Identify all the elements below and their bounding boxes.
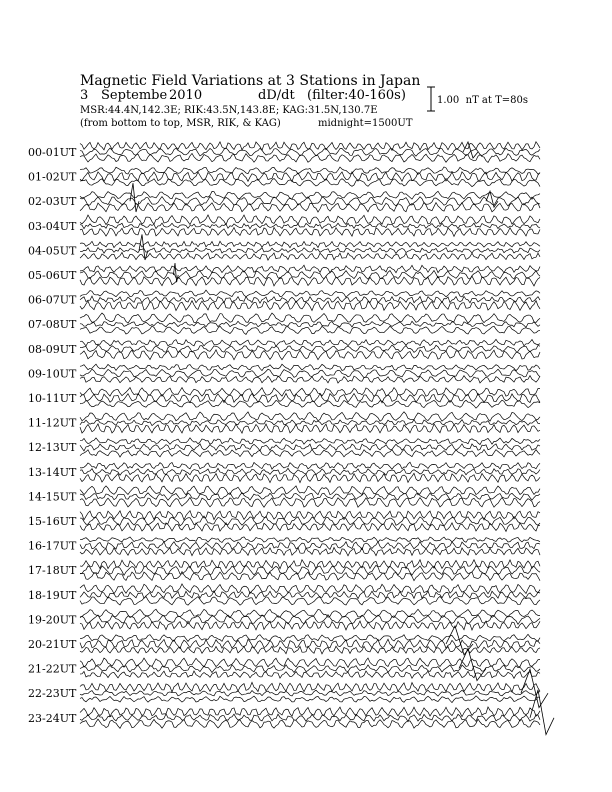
scale-label: 1.00 nT at T=80s <box>437 95 528 106</box>
trace-spike <box>459 649 486 681</box>
trace-kag <box>80 265 540 273</box>
hour-label: 12-13UT <box>28 441 77 455</box>
date-day: 3 <box>80 88 89 103</box>
trace-msr <box>80 202 540 212</box>
trace-msr <box>80 449 540 457</box>
stations-label: MSR:44.4N,142.3E; RIK:43.5N,143.8E; KAG:31.5N,130.7E <box>80 105 378 116</box>
trace-rik <box>80 591 540 599</box>
date-year: 2010 <box>169 88 203 103</box>
midnight-note: midnight=1500UT <box>318 118 413 129</box>
hour-label: 07-08UT <box>28 318 77 332</box>
trace-rik <box>80 468 540 475</box>
trace-kag <box>80 241 540 247</box>
hour-label: 17-18UT <box>28 564 77 578</box>
hour-label: 14-15UT <box>28 490 77 504</box>
trace-rik <box>80 639 540 648</box>
trace-kag <box>80 142 540 151</box>
trace-kag <box>80 682 540 692</box>
trace-kag <box>80 584 540 594</box>
trace-kag <box>80 215 540 225</box>
trace-msr <box>80 646 540 654</box>
hour-label: 06-07UT <box>28 293 77 307</box>
trace-kag <box>80 167 540 174</box>
trace-kag <box>80 609 540 617</box>
hour-label: 11-12UT <box>28 416 77 430</box>
trace-kag <box>80 707 540 717</box>
trace-rik <box>80 420 540 426</box>
trace-rik <box>80 690 540 696</box>
trace-rik <box>80 369 540 378</box>
trace-msr <box>80 473 540 482</box>
trace-kag <box>80 560 540 569</box>
trace-kag <box>80 634 540 641</box>
hour-label: 21-22UT <box>28 662 77 676</box>
trace-kag <box>80 511 540 520</box>
hour-label: 05-06UT <box>28 269 77 282</box>
trace-spike <box>530 690 554 735</box>
trace-msr <box>80 621 540 630</box>
trace-msr <box>80 596 540 605</box>
trace-rik <box>80 665 540 673</box>
trace-msr <box>80 153 540 162</box>
trace-kag <box>80 339 540 346</box>
trace-msr <box>80 400 540 408</box>
trace-kag <box>80 412 540 421</box>
trace-rik <box>80 296 540 303</box>
trace-spike <box>139 234 148 260</box>
trace-msr <box>80 497 540 507</box>
hour-label: 20-21UT <box>28 638 77 651</box>
hour-label: 23-24UT <box>28 711 77 725</box>
trace-rik <box>80 714 540 722</box>
trace-msr <box>80 547 540 555</box>
trace-rik <box>80 345 540 353</box>
trace-kag <box>80 364 540 371</box>
hour-label: 00-01UT <box>28 146 77 159</box>
quantity-label: dD/dt <box>258 88 295 103</box>
trace-rik <box>80 248 540 254</box>
trace-msr <box>80 696 540 703</box>
trace-rik <box>80 321 540 327</box>
trace-kag <box>80 191 540 199</box>
trace-msr <box>80 424 540 433</box>
trace-rik <box>80 565 540 575</box>
trace-rik <box>80 615 540 625</box>
hour-label: 19-20UT <box>28 613 77 627</box>
date-month: Septembe <box>101 88 168 103</box>
trace-msr <box>80 227 540 236</box>
hour-label: 08-09UT <box>28 342 77 356</box>
trace-kag <box>80 438 540 445</box>
hour-label: 04-05UT <box>28 244 77 258</box>
trace-spike <box>173 263 178 282</box>
hour-label: 18-19UT <box>28 588 77 602</box>
trace-rik <box>80 493 540 501</box>
chart-title: Magnetic Field Variations at 3 Stations in Japan <box>80 73 421 89</box>
trace-msr <box>80 671 540 678</box>
trace-msr <box>80 326 540 334</box>
trace-rik <box>80 444 540 451</box>
hour-label: 09-10UT <box>28 367 77 381</box>
trace-kag <box>80 313 540 323</box>
hour-label: 13-14UT <box>28 465 77 479</box>
trace-kag <box>80 462 540 469</box>
order-note: (from bottom to top, MSR, RIK, & KAG) <box>80 118 281 129</box>
trace-spike <box>130 183 139 212</box>
hour-label: 15-16UT <box>28 515 77 528</box>
hour-label: 03-04UT <box>28 219 77 233</box>
filter-label: (filter:40-160s) <box>307 88 406 103</box>
trace-msr <box>80 572 540 581</box>
hour-label: 22-23UT <box>28 687 77 701</box>
hour-label: 02-03UT <box>28 195 77 209</box>
trace-msr <box>80 301 540 311</box>
trace-kag <box>80 537 540 543</box>
hour-label: 10-11UT <box>28 392 77 405</box>
hour-label: 01-02UT <box>28 170 77 184</box>
trace-msr <box>80 252 540 260</box>
trace-msr <box>80 719 540 728</box>
hour-label: 16-17UT <box>28 539 77 553</box>
trace-rik <box>80 542 540 550</box>
